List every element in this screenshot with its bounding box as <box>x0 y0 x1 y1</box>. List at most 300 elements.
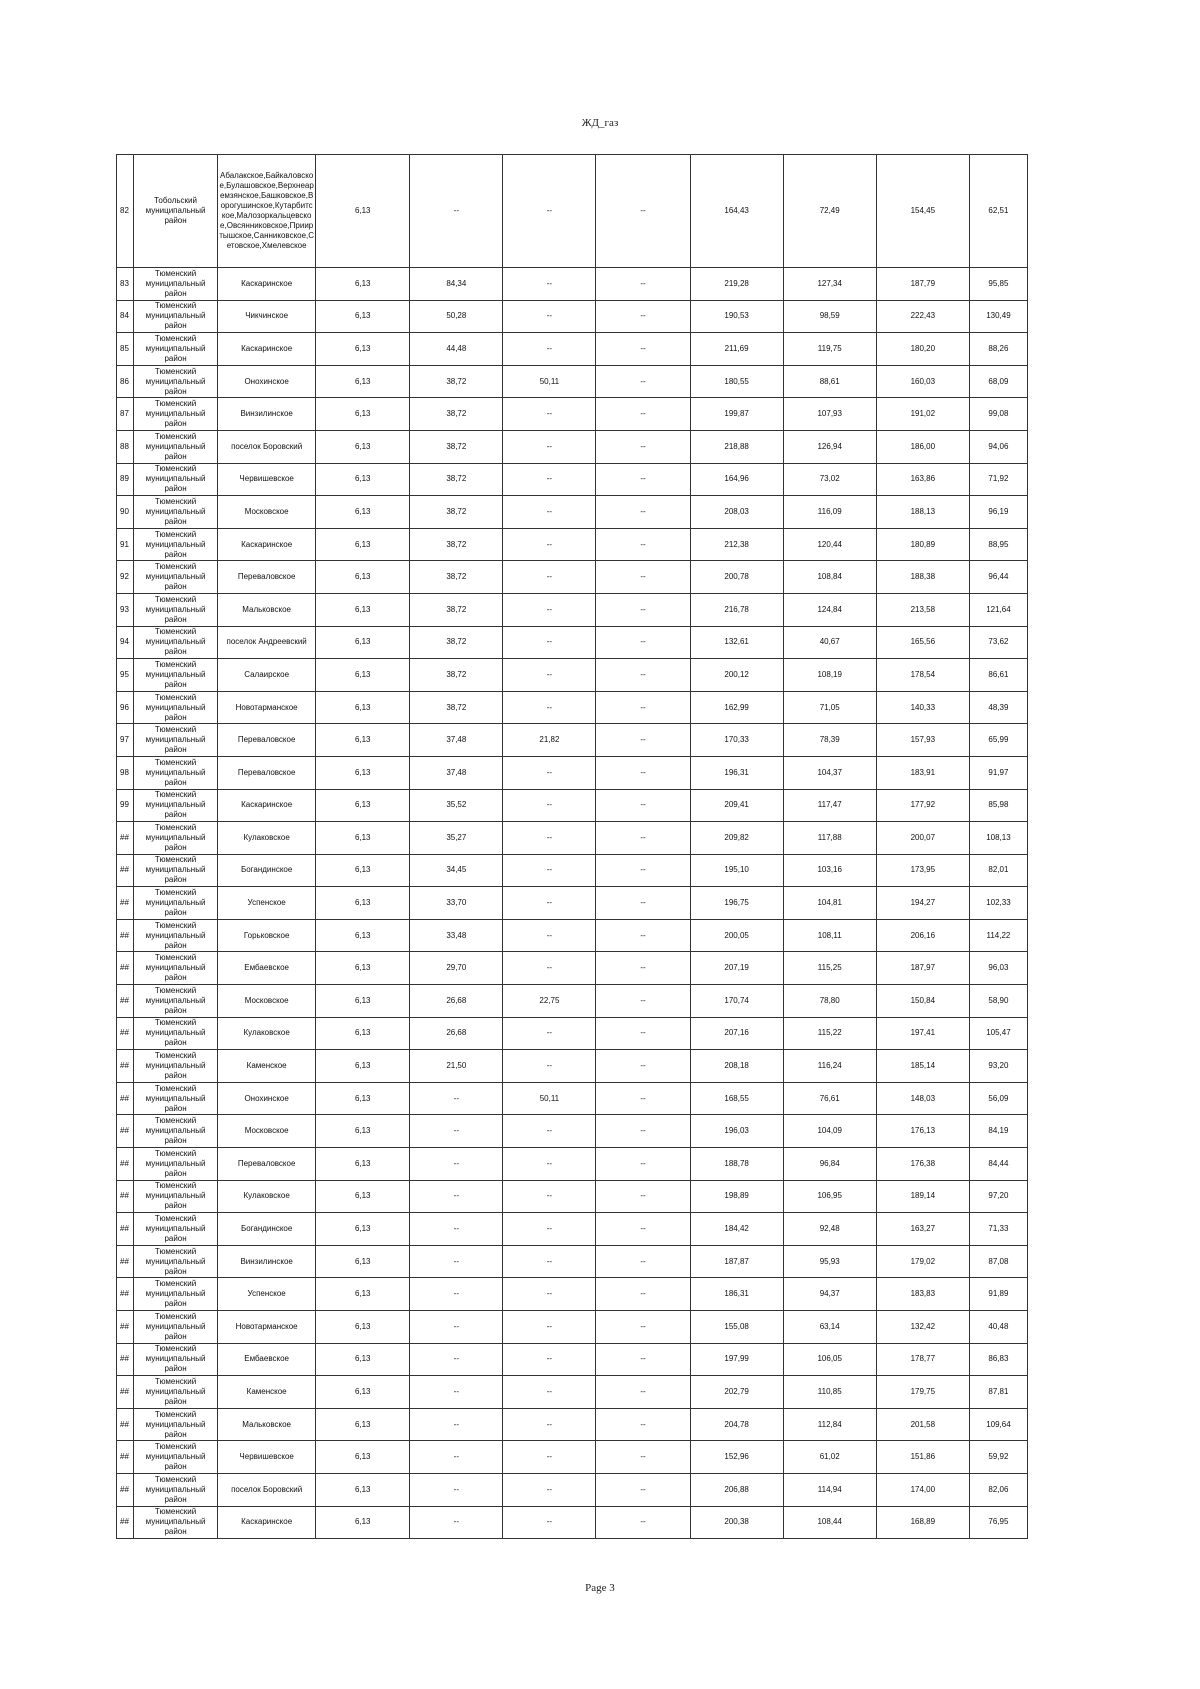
table-row <box>117 1245 1028 1278</box>
value-cell-3: 50,11 <box>503 1082 596 1115</box>
value-cell-4: -- <box>596 1343 690 1376</box>
settlement-cell: Успенское <box>218 1278 316 1311</box>
value-cell-8: 91,89 <box>969 1278 1027 1311</box>
settlement-cell: Горьковское <box>218 919 316 952</box>
value-cell-1: 6,13 <box>316 1441 410 1474</box>
row-number-cell: ## <box>117 952 134 985</box>
value-cell-6: 95,93 <box>783 1245 876 1278</box>
table-row <box>117 659 1028 692</box>
value-cell-6: 106,05 <box>783 1343 876 1376</box>
municipality-cell: Тюменский муниципальный район <box>134 300 218 333</box>
table-body <box>117 155 1028 1539</box>
value-cell-4: -- <box>596 1213 690 1246</box>
municipality-cell: Тюменский муниципальный район <box>134 691 218 724</box>
value-cell-5: 132,61 <box>690 626 783 659</box>
value-cell-2: 38,72 <box>410 561 503 594</box>
value-cell-8: 82,01 <box>969 854 1027 887</box>
value-cell-2: 35,27 <box>410 822 503 855</box>
value-cell-1: 6,13 <box>316 626 410 659</box>
value-cell-8: 94,06 <box>969 430 1027 463</box>
value-cell-3: 22,75 <box>503 985 596 1018</box>
value-cell-3: -- <box>503 789 596 822</box>
value-cell-8: 85,98 <box>969 789 1027 822</box>
value-cell-8: 56,09 <box>969 1082 1027 1115</box>
value-cell-4: -- <box>596 985 690 1018</box>
value-cell-3: 50,11 <box>503 365 596 398</box>
table-row <box>117 1311 1028 1344</box>
value-cell-8: 40,48 <box>969 1311 1027 1344</box>
municipality-cell: Тюменский муниципальный район <box>134 1180 218 1213</box>
row-number-cell: ## <box>117 1441 134 1474</box>
value-cell-6: 116,24 <box>783 1050 876 1083</box>
value-cell-8: 87,81 <box>969 1376 1027 1409</box>
row-number-cell: 85 <box>117 333 134 366</box>
table-row <box>117 1082 1028 1115</box>
value-cell-3: -- <box>503 1408 596 1441</box>
settlement-cell: Ембаевское <box>218 1343 316 1376</box>
value-cell-4: -- <box>596 155 690 268</box>
value-cell-5: 200,05 <box>690 919 783 952</box>
municipality-cell: Тюменский муниципальный район <box>134 1017 218 1050</box>
value-cell-3: -- <box>503 822 596 855</box>
table-row <box>117 1376 1028 1409</box>
value-cell-3: -- <box>503 593 596 626</box>
value-cell-6: 117,88 <box>783 822 876 855</box>
table-row <box>117 155 1028 268</box>
value-cell-1: 6,13 <box>316 1050 410 1083</box>
value-cell-5: 200,38 <box>690 1506 783 1539</box>
value-cell-1: 6,13 <box>316 756 410 789</box>
value-cell-6: 120,44 <box>783 528 876 561</box>
municipality-cell: Тюменский муниципальный район <box>134 1115 218 1148</box>
table-row <box>117 1441 1028 1474</box>
value-cell-4: -- <box>596 593 690 626</box>
municipality-cell: Тюменский муниципальный район <box>134 756 218 789</box>
value-cell-1: 6,13 <box>316 593 410 626</box>
value-cell-6: 108,84 <box>783 561 876 594</box>
municipality-cell: Тюменский муниципальный район <box>134 789 218 822</box>
row-number-cell: 92 <box>117 561 134 594</box>
value-cell-4: -- <box>596 1115 690 1148</box>
value-cell-8: 59,92 <box>969 1441 1027 1474</box>
table-row <box>117 724 1028 757</box>
value-cell-2: 38,72 <box>410 496 503 529</box>
value-cell-1: 6,13 <box>316 1213 410 1246</box>
table-row <box>117 561 1028 594</box>
value-cell-6: 110,85 <box>783 1376 876 1409</box>
row-number-cell: ## <box>117 1408 134 1441</box>
value-cell-1: 6,13 <box>316 1473 410 1506</box>
settlement-cell: Каскаринское <box>218 789 316 822</box>
value-cell-1: 6,13 <box>316 1115 410 1148</box>
municipality-cell: Тюменский муниципальный район <box>134 1245 218 1278</box>
settlement-cell: Каменское <box>218 1376 316 1409</box>
value-cell-6: 104,09 <box>783 1115 876 1148</box>
value-cell-7: 163,86 <box>876 463 969 496</box>
value-cell-1: 6,13 <box>316 1180 410 1213</box>
value-cell-3: -- <box>503 1180 596 1213</box>
value-cell-1: 6,13 <box>316 1376 410 1409</box>
municipality-cell: Тюменский муниципальный район <box>134 398 218 431</box>
value-cell-7: 197,41 <box>876 1017 969 1050</box>
municipality-cell: Тюменский муниципальный район <box>134 463 218 496</box>
municipality-cell: Тюменский муниципальный район <box>134 1050 218 1083</box>
value-cell-4: -- <box>596 822 690 855</box>
value-cell-5: 162,99 <box>690 691 783 724</box>
value-cell-7: 200,07 <box>876 822 969 855</box>
value-cell-6: 119,75 <box>783 333 876 366</box>
settlement-cell: Каменское <box>218 1050 316 1083</box>
value-cell-2: 38,72 <box>410 626 503 659</box>
row-number-cell: ## <box>117 854 134 887</box>
municipality-cell: Тюменский муниципальный район <box>134 724 218 757</box>
value-cell-2: 38,72 <box>410 365 503 398</box>
value-cell-6: 96,84 <box>783 1148 876 1181</box>
table-row <box>117 463 1028 496</box>
table-row <box>117 1050 1028 1083</box>
value-cell-7: 168,89 <box>876 1506 969 1539</box>
value-cell-7: 132,42 <box>876 1311 969 1344</box>
municipality-cell: Тюменский муниципальный район <box>134 430 218 463</box>
value-cell-4: -- <box>596 1050 690 1083</box>
value-cell-2: 26,68 <box>410 985 503 1018</box>
value-cell-1: 6,13 <box>316 333 410 366</box>
page-header-title: ЖД_газ <box>581 117 619 129</box>
value-cell-7: 206,16 <box>876 919 969 952</box>
value-cell-5: 187,87 <box>690 1245 783 1278</box>
value-cell-3: -- <box>503 1148 596 1181</box>
row-number-cell: 93 <box>117 593 134 626</box>
value-cell-4: -- <box>596 952 690 985</box>
value-cell-3: -- <box>503 1376 596 1409</box>
value-cell-6: 88,61 <box>783 365 876 398</box>
value-cell-5: 207,16 <box>690 1017 783 1050</box>
value-cell-4: -- <box>596 1278 690 1311</box>
value-cell-5: 209,41 <box>690 789 783 822</box>
municipality-cell: Тюменский муниципальный район <box>134 1148 218 1181</box>
value-cell-5: 216,78 <box>690 593 783 626</box>
settlement-cell: Новотарманское <box>218 691 316 724</box>
table-row <box>117 1017 1028 1050</box>
value-cell-3: -- <box>503 496 596 529</box>
row-number-cell: ## <box>117 1311 134 1344</box>
value-cell-8: 76,95 <box>969 1506 1027 1539</box>
value-cell-7: 177,92 <box>876 789 969 822</box>
value-cell-1: 6,13 <box>316 463 410 496</box>
value-cell-4: -- <box>596 561 690 594</box>
value-cell-8: 108,13 <box>969 822 1027 855</box>
value-cell-4: -- <box>596 919 690 952</box>
value-cell-6: 108,11 <box>783 919 876 952</box>
value-cell-2: -- <box>410 1115 503 1148</box>
value-cell-8: 73,62 <box>969 626 1027 659</box>
value-cell-1: 6,13 <box>316 1017 410 1050</box>
value-cell-6: 106,95 <box>783 1180 876 1213</box>
value-cell-2: 38,72 <box>410 398 503 431</box>
value-cell-8: 84,19 <box>969 1115 1027 1148</box>
table-row <box>117 1473 1028 1506</box>
row-number-cell: 90 <box>117 496 134 529</box>
value-cell-1: 6,13 <box>316 854 410 887</box>
value-cell-7: 180,89 <box>876 528 969 561</box>
value-cell-7: 194,27 <box>876 887 969 920</box>
value-cell-7: 157,93 <box>876 724 969 757</box>
value-cell-2: 33,70 <box>410 887 503 920</box>
value-cell-2: -- <box>410 1506 503 1539</box>
settlement-cell: Абалакское,Байкаловское,Булашовское,Верхнеаремзянское,Башковское,Ворогушинское,Кутарбитское,Малозоркальцевское,Овсянниковское,Прииртышское,Санниковское,Сетовское,Хмелевское <box>218 155 316 268</box>
table-row <box>117 398 1028 431</box>
value-cell-1: 6,13 <box>316 528 410 561</box>
value-cell-5: 164,43 <box>690 155 783 268</box>
value-cell-1: 6,13 <box>316 430 410 463</box>
row-number-cell: 82 <box>117 155 134 268</box>
value-cell-2: -- <box>410 1213 503 1246</box>
table-row <box>117 756 1028 789</box>
value-cell-3: -- <box>503 887 596 920</box>
value-cell-5: 180,55 <box>690 365 783 398</box>
settlement-cell: Новотарманское <box>218 1311 316 1344</box>
value-cell-1: 6,13 <box>316 724 410 757</box>
value-cell-7: 189,14 <box>876 1180 969 1213</box>
row-number-cell: 98 <box>117 756 134 789</box>
value-cell-5: 188,78 <box>690 1148 783 1181</box>
value-cell-2: -- <box>410 1278 503 1311</box>
value-cell-7: 186,00 <box>876 430 969 463</box>
value-cell-2: -- <box>410 1441 503 1474</box>
value-cell-5: 152,96 <box>690 1441 783 1474</box>
value-cell-5: 209,82 <box>690 822 783 855</box>
value-cell-1: 6,13 <box>316 919 410 952</box>
value-cell-7: 191,02 <box>876 398 969 431</box>
value-cell-1: 6,13 <box>316 496 410 529</box>
row-number-cell: ## <box>117 887 134 920</box>
row-number-cell: ## <box>117 1278 134 1311</box>
value-cell-8: 99,08 <box>969 398 1027 431</box>
municipality-cell: Тюменский муниципальный район <box>134 528 218 561</box>
value-cell-4: -- <box>596 1311 690 1344</box>
value-cell-4: -- <box>596 1376 690 1409</box>
value-cell-6: 94,37 <box>783 1278 876 1311</box>
row-number-cell: 88 <box>117 430 134 463</box>
value-cell-2: 38,72 <box>410 430 503 463</box>
table-row <box>117 887 1028 920</box>
row-number-cell: 91 <box>117 528 134 561</box>
value-cell-4: -- <box>596 1441 690 1474</box>
table-row <box>117 1408 1028 1441</box>
value-cell-8: 121,64 <box>969 593 1027 626</box>
value-cell-7: 148,03 <box>876 1082 969 1115</box>
value-cell-7: 154,45 <box>876 155 969 268</box>
value-cell-4: -- <box>596 854 690 887</box>
value-cell-4: -- <box>596 1017 690 1050</box>
row-number-cell: ## <box>117 1245 134 1278</box>
settlement-cell: Онохинское <box>218 365 316 398</box>
row-number-cell: ## <box>117 1376 134 1409</box>
value-cell-3: -- <box>503 919 596 952</box>
value-cell-2: -- <box>410 1343 503 1376</box>
settlement-cell: Мальковское <box>218 593 316 626</box>
value-cell-7: 163,27 <box>876 1213 969 1246</box>
value-cell-3: -- <box>503 756 596 789</box>
table-row <box>117 593 1028 626</box>
value-cell-5: 155,08 <box>690 1311 783 1344</box>
value-cell-6: 127,34 <box>783 268 876 301</box>
value-cell-5: 170,74 <box>690 985 783 1018</box>
value-cell-7: 165,56 <box>876 626 969 659</box>
municipality-cell: Тюменский муниципальный район <box>134 561 218 594</box>
value-cell-8: 109,64 <box>969 1408 1027 1441</box>
row-number-cell: 86 <box>117 365 134 398</box>
value-cell-5: 200,12 <box>690 659 783 692</box>
value-cell-4: -- <box>596 887 690 920</box>
settlement-cell: Богандинское <box>218 854 316 887</box>
value-cell-7: 140,33 <box>876 691 969 724</box>
value-cell-1: 6,13 <box>316 985 410 1018</box>
settlement-cell: Каскаринское <box>218 268 316 301</box>
value-cell-4: -- <box>596 756 690 789</box>
value-cell-3: -- <box>503 528 596 561</box>
municipality-cell: Тюменский муниципальный район <box>134 1213 218 1246</box>
value-cell-1: 6,13 <box>316 691 410 724</box>
municipality-cell: Тюменский муниципальный район <box>134 854 218 887</box>
value-cell-8: 88,26 <box>969 333 1027 366</box>
municipality-cell: Тюменский муниципальный район <box>134 1376 218 1409</box>
value-cell-6: 63,14 <box>783 1311 876 1344</box>
value-cell-8: 105,47 <box>969 1017 1027 1050</box>
value-cell-8: 71,33 <box>969 1213 1027 1246</box>
value-cell-1: 6,13 <box>316 155 410 268</box>
value-cell-4: -- <box>596 300 690 333</box>
municipality-cell: Тюменский муниципальный район <box>134 822 218 855</box>
value-cell-8: 130,49 <box>969 300 1027 333</box>
municipality-cell: Тюменский муниципальный район <box>134 919 218 952</box>
value-cell-5: 196,03 <box>690 1115 783 1148</box>
value-cell-5: 206,88 <box>690 1473 783 1506</box>
row-number-cell: ## <box>117 1050 134 1083</box>
municipality-cell: Тюменский муниципальный район <box>134 985 218 1018</box>
table-row <box>117 528 1028 561</box>
row-number-cell: 99 <box>117 789 134 822</box>
value-cell-6: 78,80 <box>783 985 876 1018</box>
value-cell-1: 6,13 <box>316 1408 410 1441</box>
value-cell-6: 72,49 <box>783 155 876 268</box>
settlement-cell: Червишевское <box>218 1441 316 1474</box>
value-cell-5: 207,19 <box>690 952 783 985</box>
table-row <box>117 268 1028 301</box>
municipality-cell: Тобольский муниципальный район <box>134 155 218 268</box>
value-cell-2: -- <box>410 1082 503 1115</box>
value-cell-6: 117,47 <box>783 789 876 822</box>
table-row <box>117 919 1028 952</box>
value-cell-2: -- <box>410 1408 503 1441</box>
value-cell-3: -- <box>503 155 596 268</box>
value-cell-6: 92,48 <box>783 1213 876 1246</box>
value-cell-8: 96,03 <box>969 952 1027 985</box>
value-cell-6: 107,93 <box>783 398 876 431</box>
value-cell-1: 6,13 <box>316 561 410 594</box>
table-row <box>117 854 1028 887</box>
value-cell-1: 6,13 <box>316 1343 410 1376</box>
municipality-cell: Тюменский муниципальный район <box>134 1311 218 1344</box>
value-cell-4: -- <box>596 724 690 757</box>
value-cell-3: -- <box>503 430 596 463</box>
table-row <box>117 789 1028 822</box>
value-cell-3: -- <box>503 268 596 301</box>
value-cell-8: 96,19 <box>969 496 1027 529</box>
value-cell-5: 168,55 <box>690 1082 783 1115</box>
value-cell-3: -- <box>503 561 596 594</box>
value-cell-5: 204,78 <box>690 1408 783 1441</box>
row-number-cell: ## <box>117 985 134 1018</box>
value-cell-1: 6,13 <box>316 1082 410 1115</box>
row-number-cell: ## <box>117 919 134 952</box>
settlement-cell: Каскаринское <box>218 528 316 561</box>
value-cell-3: -- <box>503 691 596 724</box>
value-cell-2: 21,50 <box>410 1050 503 1083</box>
table-row <box>117 1278 1028 1311</box>
value-cell-8: 93,20 <box>969 1050 1027 1083</box>
value-cell-3: -- <box>503 952 596 985</box>
table-row <box>117 1115 1028 1148</box>
settlement-cell: Кулаковское <box>218 1017 316 1050</box>
value-cell-3: -- <box>503 1506 596 1539</box>
value-cell-8: 71,92 <box>969 463 1027 496</box>
value-cell-5: 208,03 <box>690 496 783 529</box>
value-cell-5: 211,69 <box>690 333 783 366</box>
value-cell-2: 38,72 <box>410 593 503 626</box>
value-cell-8: 87,08 <box>969 1245 1027 1278</box>
value-cell-7: 183,91 <box>876 756 969 789</box>
value-cell-5: 186,31 <box>690 1278 783 1311</box>
value-cell-4: -- <box>596 626 690 659</box>
value-cell-6: 112,84 <box>783 1408 876 1441</box>
value-cell-5: 164,96 <box>690 463 783 496</box>
value-cell-5: 212,38 <box>690 528 783 561</box>
row-number-cell: 94 <box>117 626 134 659</box>
value-cell-7: 180,20 <box>876 333 969 366</box>
value-cell-2: 34,45 <box>410 854 503 887</box>
value-cell-1: 6,13 <box>316 952 410 985</box>
value-cell-2: 44,48 <box>410 333 503 366</box>
settlement-cell: Переваловское <box>218 756 316 789</box>
value-cell-7: 183,83 <box>876 1278 969 1311</box>
value-cell-6: 104,37 <box>783 756 876 789</box>
table-row <box>117 333 1028 366</box>
value-cell-7: 160,03 <box>876 365 969 398</box>
table-row <box>117 1180 1028 1213</box>
table-row <box>117 496 1028 529</box>
value-cell-7: 187,97 <box>876 952 969 985</box>
row-number-cell: ## <box>117 1115 134 1148</box>
value-cell-7: 174,00 <box>876 1473 969 1506</box>
settlement-cell: Переваловское <box>218 724 316 757</box>
value-cell-6: 98,59 <box>783 300 876 333</box>
value-cell-3: 21,82 <box>503 724 596 757</box>
value-cell-6: 71,05 <box>783 691 876 724</box>
value-cell-1: 6,13 <box>316 398 410 431</box>
value-cell-3: -- <box>503 333 596 366</box>
value-cell-8: 95,85 <box>969 268 1027 301</box>
municipality-cell: Тюменский муниципальный район <box>134 365 218 398</box>
value-cell-8: 97,20 <box>969 1180 1027 1213</box>
value-cell-6: 108,44 <box>783 1506 876 1539</box>
value-cell-5: 170,33 <box>690 724 783 757</box>
value-cell-8: 102,33 <box>969 887 1027 920</box>
value-cell-3: -- <box>503 398 596 431</box>
value-cell-3: -- <box>503 300 596 333</box>
value-cell-1: 6,13 <box>316 1148 410 1181</box>
value-cell-1: 6,13 <box>316 1311 410 1344</box>
